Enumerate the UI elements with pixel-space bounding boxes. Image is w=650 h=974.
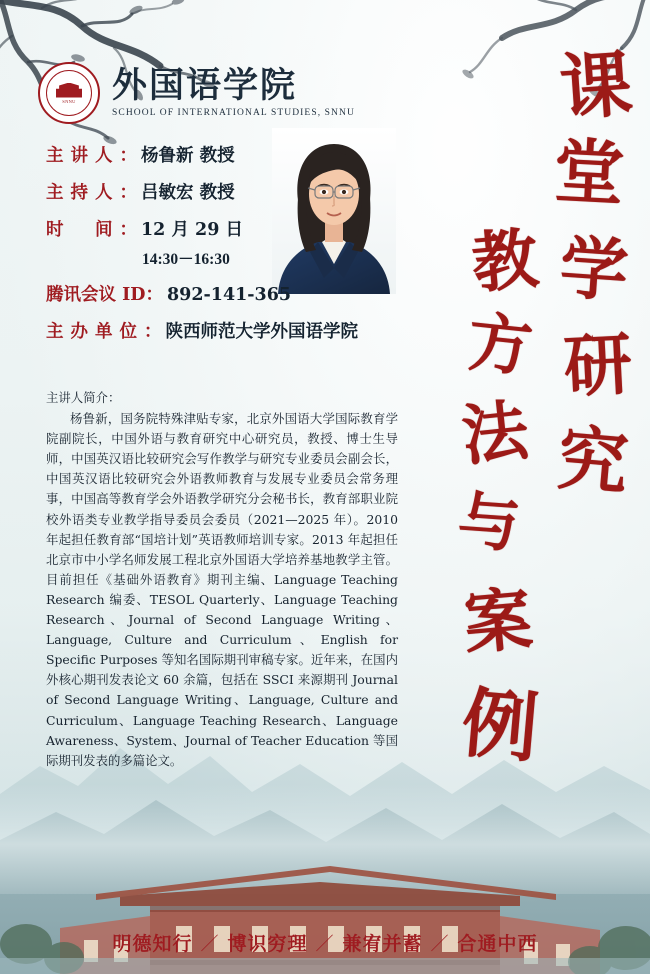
info-colon: ：: [119, 220, 137, 240]
info-label-speaker: 主讲人: [46, 146, 120, 166]
title-char-5: 研: [561, 324, 635, 408]
school-logo: [38, 62, 355, 124]
info-colon: ：: [119, 146, 137, 166]
info-row-speaker: [46, 142, 346, 167]
title-char-1: 课: [557, 40, 635, 131]
school-name-en: SCHOOL OF INTERNATIONAL STUDIES, SNNU: [112, 107, 355, 118]
school-name-cn: 外国语学院: [112, 65, 298, 107]
title-char-2: 堂: [551, 129, 627, 216]
info-value-speaker: 杨鲁新 教授: [141, 146, 235, 166]
info-colon: ：: [144, 322, 162, 342]
info-label-meeting-id: 腾讯会议 ID: [46, 285, 146, 305]
footer-slogan-bar: [0, 929, 650, 956]
info-row-host: [46, 179, 346, 204]
bio-body: 杨鲁新，国务院特殊津贴专家，北京外国语大学国际教育学院副院长，中国外语与教育研究中心研究员，教授、博士生导师，中国英汉语比较研究会写作教学与研究专业委员会副会长，中国英汉语比较研究会外语教师教育与发展专业委员会常务理事，中国高等教育学会外语教学研究分会秘书长，教育部职业院校外语类专业教学指导委员会委员（2021—2025 年）。2010 年起担任教育部“国培计划”英语教师培训专家。2013 年起担任北京市中小学名师发展工程北京外国语大学培养基地教学主管。目前担任《基础外语教育》期刊主编、Language Teaching Research 编委、TESOL Quarterly、Language Teaching Research、Journal of Second Language Writing、Language, Culture and Curriculum、English for Specific Purposes 等知名国际期刊审稿专家。近年来，在国内外核心期刊发表论文 60 余篇，包括在 SSCI 来源期刊 Journal of Second Language Writing、Language, Culture and Curriculum、Language Teaching Research、Language Awareness、System、Journal of Teacher Education 等国际期刊发表的多篇论文。: [46, 411, 398, 768]
university-seal-icon: [38, 62, 100, 124]
seal-abbreviation: SNNU: [62, 98, 76, 104]
footer-slogan-3: 兼宥并蓄: [342, 933, 423, 955]
info-label-host: 主持人: [46, 183, 120, 203]
info-colon: ：: [145, 285, 163, 305]
title-char-4: 学: [557, 227, 631, 313]
footer-slogan-2: 博识穷理: [227, 933, 308, 955]
info-value-date: 12 月 29 日: [141, 220, 243, 240]
footer-separator-2: ／: [315, 933, 335, 955]
calligraphy-title: [400, 40, 650, 840]
gate-emblem-icon: [56, 83, 82, 98]
event-info-block: [46, 142, 358, 355]
title-char-10: 案: [460, 579, 536, 665]
footer-slogan-4: 合通中西: [457, 933, 538, 955]
info-row-meeting-id: [46, 281, 446, 306]
info-label-time: 时 间: [46, 220, 120, 240]
title-char-11: 例: [458, 677, 542, 774]
footer-slogan-1: 明德知行: [112, 933, 193, 955]
info-colon: ：: [119, 183, 137, 203]
info-row-organizer: [46, 318, 446, 343]
info-label-organizer: 主办单位: [46, 322, 144, 342]
title-char-8: 法: [458, 390, 532, 476]
info-value-organizer: 陕西师范大学外国语学院: [165, 322, 358, 342]
bio-title: 主讲人简介：: [46, 390, 121, 405]
title-char-9: 与: [455, 483, 523, 562]
footer-separator-3: ／: [430, 933, 450, 955]
speaker-bio: [46, 388, 398, 771]
info-value-meeting-id: 892-141-365: [166, 285, 292, 305]
footer-separator-1: ／: [200, 933, 220, 955]
title-char-7: 方: [464, 304, 536, 387]
info-row-time: [46, 216, 346, 241]
info-value-host: 吕敏宏 教授: [141, 183, 235, 203]
info-value-time-range: 14:30－16:30: [142, 251, 230, 268]
title-char-6: 究: [554, 416, 632, 505]
title-char-3: 教: [468, 219, 542, 303]
